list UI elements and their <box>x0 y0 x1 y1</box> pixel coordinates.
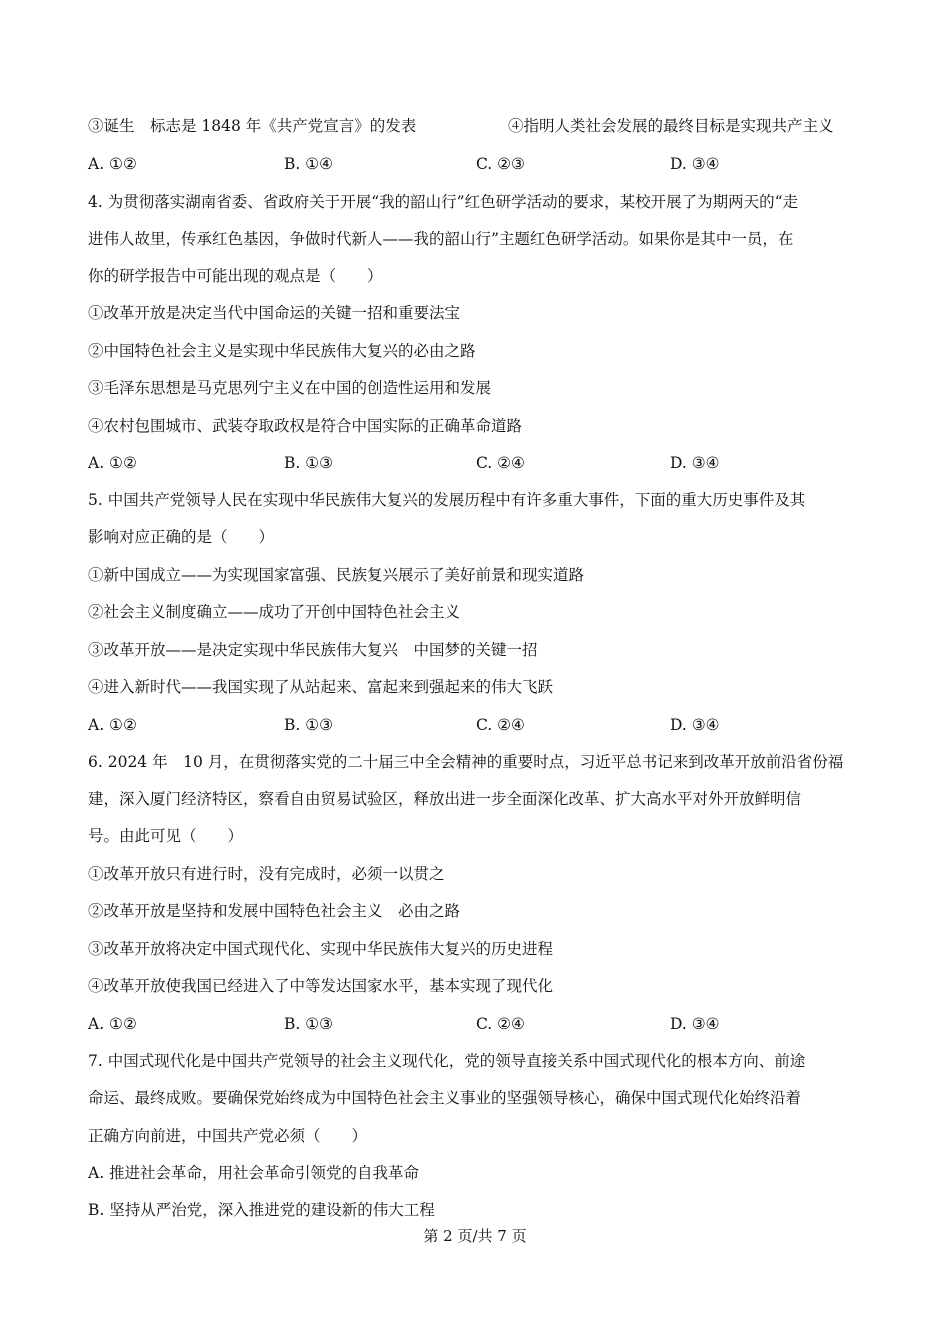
q6-option-b[interactable]: B. ①③ <box>284 1015 334 1033</box>
q6-item-4: ④改革开放使我国已经进入了中等发达国家水平，基本实现了现代化 <box>88 977 554 995</box>
q7-stem-line-3: 正确方向前进，中国共产党必须（ ） <box>88 1127 368 1145</box>
q3-item-3: ③诞生 标志是 1848 年《共产党宣言》的发表 <box>88 117 417 135</box>
q5-item-2: ②社会主义制度确立——成功了开创中国特色社会主义 <box>88 603 461 621</box>
q3-options <box>88 154 868 174</box>
q7-option-a[interactable]: A. 推进社会革命，用社会革命引领党的自我革命 <box>88 1164 420 1182</box>
q5-stem-line-2: 影响对应正确的是（ ） <box>88 528 275 546</box>
q5-option-b[interactable]: B. ①③ <box>284 716 334 734</box>
q4-item-1: ①改革开放是决定当代中国命运的关键一招和重要法宝 <box>88 304 461 322</box>
q6-stem-line-3: 号。由此可见（ ） <box>88 827 244 845</box>
q4-option-a[interactable]: A. ①② <box>88 454 137 472</box>
q4-item-2: ②中国特色社会主义是实现中华民族伟大复兴的必由之路 <box>88 342 476 360</box>
q4-option-c[interactable]: C. ②④ <box>476 454 525 472</box>
q6-stem-line-2: 建，深入厦门经济特区，察看自由贸易试验区，释放出进一步全面深化改革、扩大高水平对外开放鲜明信 <box>88 790 802 808</box>
q3-option-d[interactable]: D. ③④ <box>670 155 720 173</box>
q3-option-c[interactable]: C. ②③ <box>476 155 525 173</box>
q4-stem-line-3: 你的研学报告中可能出现的观点是（ ） <box>88 267 383 285</box>
q5-option-d[interactable]: D. ③④ <box>670 716 720 734</box>
q6-option-a[interactable]: A. ①② <box>88 1015 137 1033</box>
q6-item-1: ①改革开放只有进行时，没有完成时，必须一以贯之 <box>88 865 445 883</box>
q5-options <box>88 715 868 735</box>
q5-option-c[interactable]: C. ②④ <box>476 716 525 734</box>
q4-options <box>88 453 868 473</box>
q6-item-2: ②改革开放是坚持和发展中国特色社会主义 必由之路 <box>88 902 461 920</box>
q6-stem-line-1: 6. 2024 年 10 月，在贯彻落实党的二十届三中全会精神的重要时点，习近平总书记来到改革开放前沿省份福 <box>88 753 844 771</box>
q6-options <box>88 1014 868 1034</box>
q4-stem-line-1: 4. 为贯彻落实湖南省委、省政府关于开展“我的韶山行”红色研学活动的要求，某校开展了为期两天的“走 <box>88 193 798 211</box>
q4-item-4: ④农村包围城市、武装夺取政权是符合中国实际的正确革命道路 <box>88 417 523 435</box>
q7-stem-line-1: 7. 中国式现代化是中国共产党领导的社会主义现代化，党的领导直接关系中国式现代化的根本方向、前途 <box>88 1052 806 1070</box>
q5-item-3: ③改革开放——是决定实现中华民族伟大复兴 中国梦的关键一招 <box>88 641 538 659</box>
q3-option-b[interactable]: B. ①④ <box>284 155 334 173</box>
q5-option-a[interactable]: A. ①② <box>88 716 137 734</box>
q3-item-4: ④指明人类社会发展的最终目标是实现共产主义 <box>508 117 834 135</box>
q6-option-d[interactable]: D. ③④ <box>670 1015 720 1033</box>
page-number-footer: 第 2 页/共 7 页 <box>423 1227 527 1245</box>
q6-option-c[interactable]: C. ②④ <box>476 1015 525 1033</box>
q4-option-b[interactable]: B. ①③ <box>284 454 334 472</box>
q6-item-3: ③改革开放将决定中国式现代化、实现中华民族伟大复兴的历史进程 <box>88 940 554 958</box>
q5-item-1: ①新中国成立——为实现国家富强、民族复兴展示了美好前景和现实道路 <box>88 566 585 584</box>
q3-option-a[interactable]: A. ①② <box>88 155 137 173</box>
q4-stem-line-2: 进伟人故里，传承红色基因，争做时代新人——我的韶山行”主题红色研学活动。如果你是其中一员，在 <box>88 230 794 248</box>
q4-item-3: ③毛泽东思想是马克思列宁主义在中国的创造性运用和发展 <box>88 379 492 397</box>
q7-option-b[interactable]: B. 坚持从严治党，深入推进党的建设新的伟大工程 <box>88 1201 435 1219</box>
q5-stem-line-1: 5. 中国共产党领导人民在实现中华民族伟大复兴的发展历程中有许多重大事件，下面的重大历史事件及其 <box>88 491 806 509</box>
q7-stem-line-2: 命运、最终成败。要确保党始终成为中国特色社会主义事业的坚强领导核心，确保中国式现代化始终沿着 <box>88 1089 802 1107</box>
q4-option-d[interactable]: D. ③④ <box>670 454 720 472</box>
q5-item-4: ④进入新时代——我国实现了从站起来、富起来到强起来的伟大飞跃 <box>88 678 554 696</box>
